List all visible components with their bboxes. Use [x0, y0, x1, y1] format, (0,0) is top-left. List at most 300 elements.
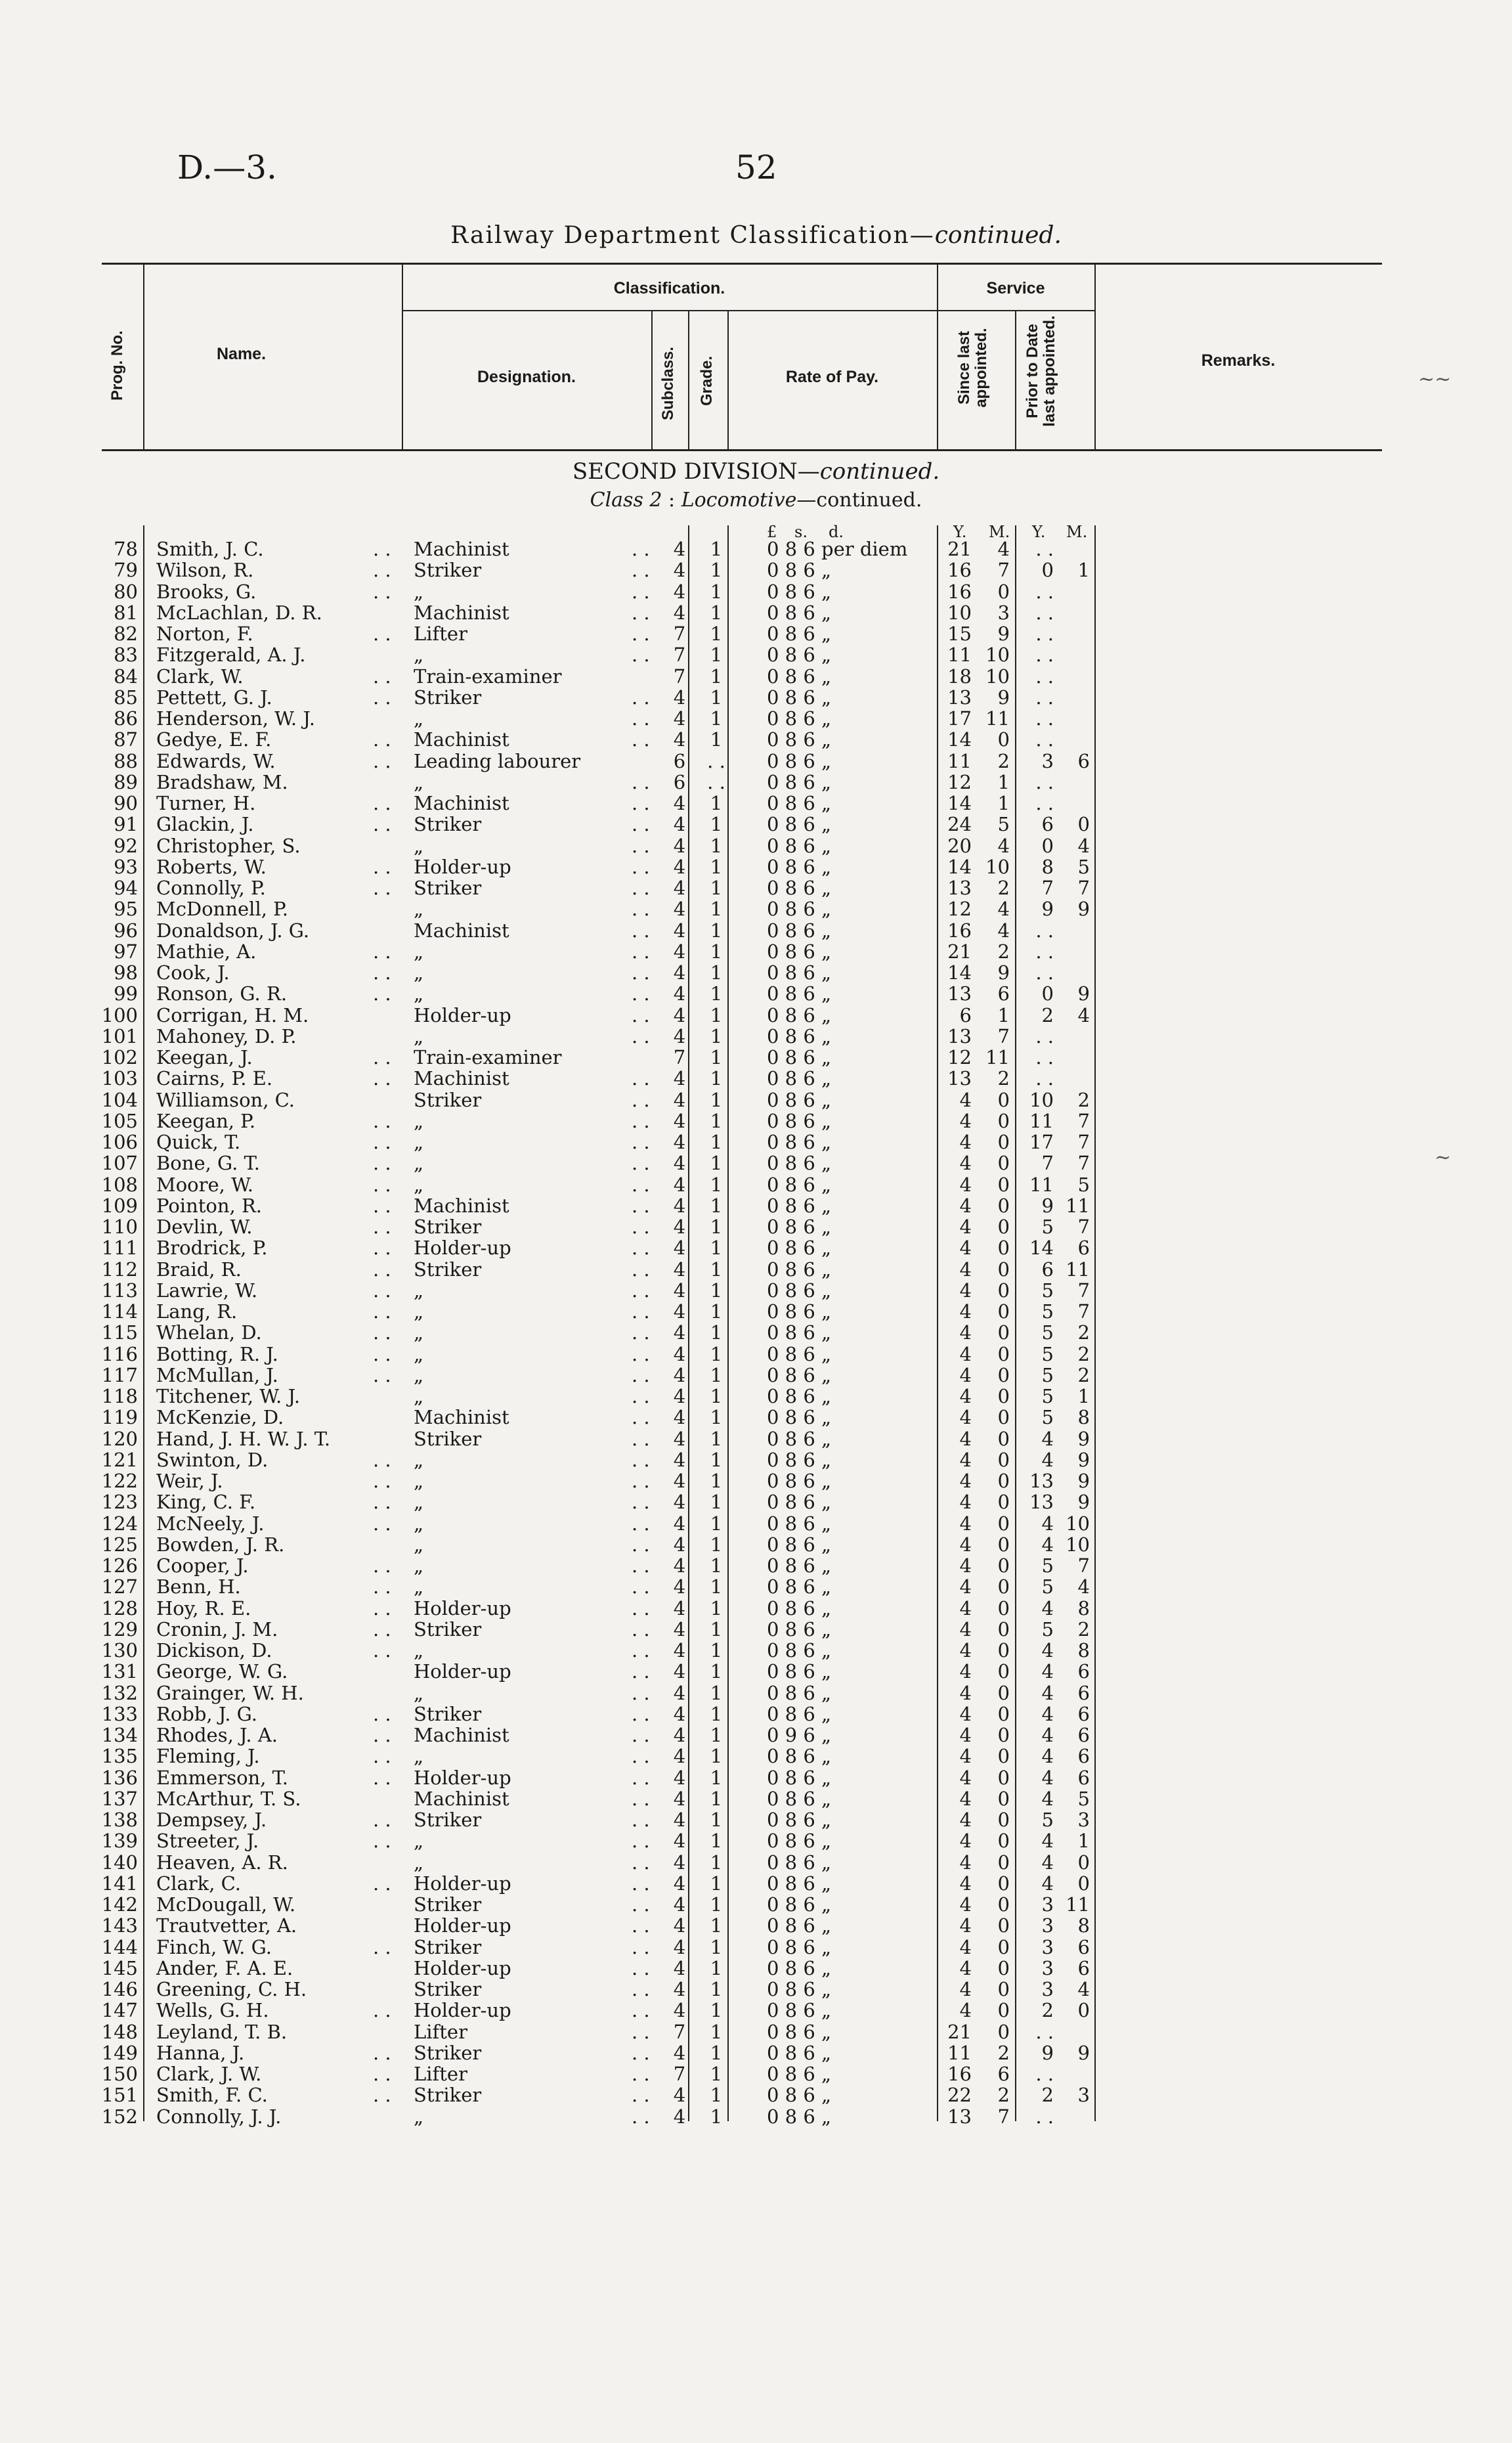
table-row	[0, 835, 1512, 856]
subclass: 4	[673, 1427, 686, 1450]
prior-months: 2	[1077, 1363, 1090, 1386]
subclass: 4	[673, 707, 686, 730]
leader-dots: . .	[632, 1258, 650, 1281]
since-years: 4	[959, 1978, 972, 2000]
subclass: 4	[673, 1596, 686, 1619]
since-years: 4	[959, 1893, 972, 1916]
designation: Striker	[414, 1258, 482, 1281]
since-months: 0	[997, 1448, 1010, 1471]
table-row	[0, 772, 1512, 793]
rate-of-pay: 0 8 6 „	[767, 1427, 832, 1450]
leader-dots: . .	[373, 623, 391, 645]
rate-of-pay: 0 8 6 „	[767, 792, 832, 814]
table-row	[0, 1576, 1512, 1597]
subclass: 7	[673, 665, 686, 688]
table-row	[0, 1830, 1512, 1851]
since-years: 4	[959, 1935, 972, 1958]
since-months: 0	[997, 1321, 1010, 1344]
since-months: 2	[997, 749, 1010, 772]
prior-months: 6	[1077, 1766, 1090, 1789]
leader-dots: . .	[632, 898, 650, 921]
class-separator: :	[668, 489, 676, 512]
table-row	[0, 814, 1512, 835]
designation: Machinist	[414, 1787, 509, 1810]
since-months: 4	[997, 898, 1010, 921]
grade: 1	[710, 1237, 723, 1260]
prior-months: 0	[1077, 1872, 1090, 1895]
designation: „	[414, 961, 424, 984]
designation: „	[414, 1639, 424, 1662]
prior-years: . .	[1035, 728, 1054, 751]
rate-of-pay: 0 8 6 „	[767, 601, 832, 624]
leader-dots: . .	[373, 1300, 391, 1323]
subclass: 4	[673, 1639, 686, 1662]
designation: Lifter	[414, 2020, 467, 2043]
leader-dots: . .	[632, 770, 650, 793]
leader-dots: . .	[632, 1342, 650, 1365]
prog-no: 122	[101, 1470, 138, 1492]
margin-mark: ~~	[1418, 368, 1452, 391]
grade: 1	[710, 707, 723, 730]
prog-no: 85	[114, 686, 138, 709]
grade: 1	[710, 1279, 723, 1302]
leader-dots: . .	[373, 792, 391, 814]
since-months: 5	[997, 813, 1010, 836]
table-row	[0, 856, 1512, 877]
prior-months: 9	[1077, 1491, 1090, 1514]
prior-months: 6	[1077, 1237, 1090, 1260]
table-row	[0, 1491, 1512, 1512]
header-remarks: Remarks.	[1201, 351, 1276, 370]
subclass: 4	[673, 1575, 686, 1598]
prog-no: 121	[101, 1448, 138, 1471]
leader-dots: . .	[632, 1003, 650, 1026]
rate-of-pay: 0 8 6 „	[767, 728, 832, 751]
leader-dots: . .	[632, 1152, 650, 1175]
since-months: 4	[997, 538, 1010, 560]
leader-dots: . .	[632, 919, 650, 942]
since-months: 0	[997, 1152, 1010, 1175]
employee-name: Leyland, T. B.	[156, 2020, 288, 2043]
prior-months: 1	[1077, 1385, 1090, 1407]
prior-months: 10	[1066, 1533, 1090, 1556]
employee-name: Hanna, J.	[156, 2041, 245, 2064]
designation: „	[414, 1385, 424, 1407]
grade: 1	[710, 1575, 723, 1598]
prior-months: 0	[1077, 1999, 1090, 2022]
prog-no: 96	[114, 919, 138, 942]
prog-no: 94	[114, 877, 138, 899]
employee-name: Keegan, P.	[156, 1109, 256, 1132]
since-months: 9	[997, 961, 1010, 984]
prog-no: 80	[114, 580, 138, 603]
rate-of-pay: 0 8 6 „	[767, 580, 832, 603]
since-months: 0	[997, 1596, 1010, 1619]
prior-years: 3	[1041, 1978, 1054, 2000]
rate-of-pay: 0 8 6 „	[767, 2020, 832, 2043]
leader-dots: . .	[632, 1766, 650, 1789]
designation: Lifter	[414, 623, 467, 645]
rate-of-pay: 0 8 6 „	[767, 1575, 832, 1598]
employee-name: McKenzie, D.	[156, 1406, 284, 1429]
employee-name: Quick, T.	[156, 1131, 241, 1153]
prior-years: 2	[1041, 1999, 1054, 2022]
since-months: 0	[997, 1406, 1010, 1429]
table-row	[0, 1725, 1512, 1746]
prior-years: 11	[1029, 1173, 1054, 1196]
employee-name: Ronson, G. R.	[156, 982, 288, 1005]
table-row	[0, 1788, 1512, 1809]
subclass: 4	[673, 1618, 686, 1640]
table-row	[0, 1174, 1512, 1195]
prior-years: 6	[1041, 813, 1054, 836]
rate-of-pay: 0 8 6 „	[767, 1258, 832, 1281]
leader-dots: . .	[632, 1363, 650, 1386]
grade: 1	[710, 1851, 723, 1874]
subclass: 4	[673, 1152, 686, 1175]
leader-dots: . .	[373, 665, 391, 688]
rate-of-pay: 0 8 6 „	[767, 749, 832, 772]
table-row	[0, 793, 1512, 814]
leader-dots: . .	[373, 686, 391, 709]
subclass: 4	[673, 1173, 686, 1196]
table-row	[0, 1979, 1512, 2000]
since-years: 18	[947, 665, 972, 688]
leader-dots: . .	[632, 1491, 650, 1514]
grade: 1	[710, 2063, 723, 2085]
subclass: 7	[673, 1046, 686, 1068]
rate-of-pay: 0 8 6 „	[767, 1618, 832, 1640]
table-row	[0, 1915, 1512, 1936]
prog-no: 136	[101, 1766, 138, 1789]
since-years: 12	[947, 1046, 972, 1068]
prog-no: 107	[101, 1152, 138, 1175]
since-years: 21	[947, 2020, 972, 2043]
designation: „	[414, 1152, 424, 1175]
rate-of-pay: 0 8 6 „	[767, 770, 832, 793]
since-months: 10	[985, 665, 1010, 688]
prog-no: 98	[114, 961, 138, 984]
table-row	[0, 602, 1512, 623]
employee-name: Trautvetter, A.	[156, 1914, 297, 1937]
since-years: 11	[947, 749, 972, 772]
rate-of-pay: 0 8 6 „	[767, 1109, 832, 1132]
table-row	[0, 877, 1512, 898]
prog-no: 129	[101, 1618, 138, 1640]
table-row	[0, 687, 1512, 708]
grade: 1	[710, 1872, 723, 1895]
leader-dots: . .	[632, 559, 650, 582]
table-row	[0, 1068, 1512, 1089]
since-years: 4	[959, 1363, 972, 1386]
subclass: 4	[673, 1194, 686, 1217]
since-years: 4	[959, 1956, 972, 1979]
table-row	[0, 1237, 1512, 1258]
subclass: 7	[673, 2020, 686, 2043]
since-months: 10	[985, 855, 1010, 878]
table-row	[0, 1280, 1512, 1301]
since-months: 0	[997, 1300, 1010, 1323]
prog-no: 119	[101, 1406, 138, 1429]
grade: 1	[710, 834, 723, 857]
subclass: 4	[673, 1872, 686, 1895]
prior-years: . .	[1035, 623, 1054, 645]
subclass: 4	[673, 1893, 686, 1916]
prog-no: 151	[101, 2084, 138, 2107]
leader-dots: . .	[632, 1512, 650, 1535]
since-years: 4	[959, 1809, 972, 1831]
grade: 1	[710, 1131, 723, 1153]
prior-years: 4	[1041, 1596, 1054, 1619]
grade: . .	[707, 749, 725, 772]
since-years: 14	[947, 792, 972, 814]
designation: Machinist	[414, 919, 509, 942]
rate-of-pay: 0 8 6 „	[767, 1173, 832, 1196]
prior-years: 10	[1029, 1088, 1054, 1111]
prior-months: 6	[1077, 1681, 1090, 1704]
employee-name: Bradshaw, M.	[156, 770, 288, 793]
grade: 1	[710, 1533, 723, 1556]
since-months: 0	[997, 2020, 1010, 2043]
prog-no: 91	[114, 813, 138, 836]
leader-dots: . .	[632, 982, 650, 1005]
table-row	[0, 1683, 1512, 1704]
subclass: 4	[673, 1724, 686, 1746]
subclass: 4	[673, 1914, 686, 1937]
designation: „	[414, 644, 424, 667]
table-header-bottom-rule	[102, 449, 1382, 451]
prior-years: 2	[1041, 2084, 1054, 2107]
since-years: 16	[947, 2063, 972, 2085]
grade: 1	[710, 2020, 723, 2043]
leader-dots: . .	[373, 1194, 391, 1217]
rate-of-pay: 0 8 6 „	[767, 1533, 832, 1556]
designation: Striker	[414, 559, 482, 582]
grade: 1	[710, 1406, 723, 1429]
since-months: 0	[997, 1109, 1010, 1132]
prior-years: . .	[1035, 580, 1054, 603]
table-row	[0, 751, 1512, 772]
since-years: 4	[959, 1321, 972, 1344]
table-row	[0, 1470, 1512, 1491]
rate-of-pay: 0 8 6 „	[767, 919, 832, 942]
designation: Machinist	[414, 792, 509, 814]
table-row	[0, 1089, 1512, 1111]
leader-dots: . .	[373, 1321, 391, 1344]
table-row	[0, 1026, 1512, 1047]
grade: 1	[710, 1046, 723, 1068]
table-row	[0, 2084, 1512, 2105]
since-years: 4	[959, 1745, 972, 1768]
leader-dots: . .	[632, 707, 650, 730]
rate-of-pay: 0 8 6 „	[767, 1131, 832, 1153]
table-row	[0, 1937, 1512, 1958]
designation: Striker	[414, 2041, 482, 2064]
since-months: 10	[985, 644, 1010, 667]
class-label: Class	[590, 489, 643, 512]
leader-dots: . .	[632, 1216, 650, 1238]
prog-no: 97	[114, 940, 138, 963]
designation: Striker	[414, 1978, 482, 2000]
prior-months: 9	[1077, 1470, 1090, 1492]
leader-dots: . .	[632, 834, 650, 857]
designation: „	[414, 1681, 424, 1704]
table-row	[0, 1704, 1512, 1725]
since-years: 6	[959, 1003, 972, 1026]
designation: Holder-up	[414, 1956, 511, 1979]
table-row	[0, 666, 1512, 687]
employee-name: Roberts, W.	[156, 855, 267, 878]
prog-no: 99	[114, 982, 138, 1005]
designation: „	[414, 1363, 424, 1386]
employee-name: Greening, C. H.	[156, 1978, 307, 2000]
prior-years: 2	[1041, 1003, 1054, 1026]
prior-years: 5	[1041, 1554, 1054, 1577]
prior-years: 4	[1041, 1872, 1054, 1895]
grade: 1	[710, 1956, 723, 1979]
grade: 1	[710, 1300, 723, 1323]
employee-name: Brodrick, P.	[156, 1237, 268, 1260]
since-years: 21	[947, 538, 972, 560]
prior-months: 7	[1077, 1109, 1090, 1132]
grade: 1	[710, 1999, 723, 2022]
prior-years: 5	[1041, 1279, 1054, 1302]
rate-of-pay: 0 8 6 „	[767, 1237, 832, 1260]
table-row	[0, 708, 1512, 729]
prog-no: 115	[101, 1321, 138, 1344]
table-row	[0, 581, 1512, 602]
leader-dots: . .	[632, 1724, 650, 1746]
subclass: 4	[673, 898, 686, 921]
since-years: 16	[947, 580, 972, 603]
since-years: 4	[959, 1914, 972, 1937]
leader-dots: . .	[632, 1067, 650, 1090]
rate-of-pay: 0 8 6 „	[767, 2063, 832, 2085]
prior-months: 1	[1077, 559, 1090, 582]
prog-no: 139	[101, 1830, 138, 1853]
since-years: 4	[959, 1109, 972, 1132]
designation: Machinist	[414, 1406, 509, 1429]
leader-dots: . .	[373, 1935, 391, 1958]
rate-of-pay: 0 8 6 „	[767, 1406, 832, 1429]
rate-of-pay: 0 8 6 „	[767, 1470, 832, 1492]
rate-of-pay: 0 8 6 „	[767, 1851, 832, 1874]
grade: 1	[710, 1470, 723, 1492]
prior-months: 9	[1077, 2041, 1090, 2064]
since-years: 12	[947, 898, 972, 921]
title-main: Railway Department Classification—	[450, 222, 935, 249]
prior-months: 7	[1077, 1152, 1090, 1175]
prog-no: 141	[101, 1872, 138, 1895]
prog-no: 87	[114, 728, 138, 751]
prior-years: . .	[1035, 2020, 1054, 2043]
rate-of-pay: 0 8 6 „	[767, 1067, 832, 1090]
employee-name: Clark, W.	[156, 665, 244, 688]
since-years: 4	[959, 1448, 972, 1471]
leader-dots: . .	[373, 559, 391, 582]
grade: . .	[707, 770, 725, 793]
prior-years: 8	[1041, 855, 1054, 878]
since-years: 4	[959, 1406, 972, 1429]
since-months: 4	[997, 919, 1010, 942]
grade: 1	[710, 898, 723, 921]
leader-dots: . .	[632, 1956, 650, 1979]
prior-months: 4	[1077, 1575, 1090, 1598]
since-months: 0	[997, 1787, 1010, 1810]
table-row	[0, 941, 1512, 962]
rate-of-pay: 0 8 6 „	[767, 1745, 832, 1768]
leader-dots: . .	[373, 749, 391, 772]
leader-dots: . .	[632, 538, 650, 560]
since-months: 0	[997, 1851, 1010, 1874]
prog-no: 106	[101, 1131, 138, 1153]
rate-of-pay: 0 8 6 „	[767, 1596, 832, 1619]
rate-of-pay: 0 8 6 „	[767, 1448, 832, 1471]
employee-name: Titchener, W. J.	[156, 1385, 301, 1407]
since-months: 0	[997, 1660, 1010, 1683]
designation: „	[414, 1448, 424, 1471]
prog-no: 130	[101, 1639, 138, 1662]
since-months: 0	[997, 728, 1010, 751]
since-months: 9	[997, 623, 1010, 645]
prior-months: 7	[1077, 1216, 1090, 1238]
grade: 1	[710, 1067, 723, 1090]
leader-dots: . .	[632, 1872, 650, 1895]
rate-of-pay: 0 8 6 „	[767, 813, 832, 836]
since-months: 0	[997, 1470, 1010, 1492]
prior-months: 6	[1077, 1956, 1090, 1979]
leader-dots: . .	[632, 1639, 650, 1662]
employee-name: Dickison, D.	[156, 1639, 272, 1662]
page-number: 52	[735, 148, 777, 187]
unit-years-prior: Y.	[1032, 523, 1046, 541]
prog-no: 146	[101, 1978, 138, 2000]
prior-months: 1	[1077, 1830, 1090, 1853]
employee-name: Moore, W.	[156, 1173, 254, 1196]
subclass: 4	[673, 580, 686, 603]
designation: „	[414, 940, 424, 963]
prog-no: 123	[101, 1491, 138, 1514]
designation: Striker	[414, 877, 482, 899]
prior-years: 4	[1041, 1787, 1054, 1810]
table-row	[0, 1958, 1512, 1979]
leader-dots: . .	[632, 580, 650, 603]
rate-of-pay: 0 8 6 „	[767, 1787, 832, 1810]
prog-no: 86	[114, 707, 138, 730]
prior-years: 5	[1041, 1363, 1054, 1386]
col-divider	[1015, 311, 1016, 450]
since-years: 4	[959, 1385, 972, 1407]
grade: 1	[710, 1448, 723, 1471]
subclass: 4	[673, 728, 686, 751]
leader-dots: . .	[632, 1448, 650, 1471]
since-years: 4	[959, 1575, 972, 1598]
subclass: 4	[673, 1279, 686, 1302]
grade: 1	[710, 1554, 723, 1577]
prog-no: 84	[114, 665, 138, 688]
subclass: 4	[673, 1363, 686, 1386]
table-row	[0, 898, 1512, 919]
leader-dots: . .	[373, 1237, 391, 1260]
employee-name: Fitzgerald, A. J.	[156, 644, 306, 667]
prior-years: . .	[1035, 644, 1054, 667]
table-row	[0, 1852, 1512, 1873]
since-years: 24	[947, 813, 972, 836]
leader-dots: . .	[373, 1342, 391, 1365]
designation: „	[414, 1279, 424, 1302]
prior-months: 2	[1077, 1321, 1090, 1344]
col-divider	[688, 311, 689, 450]
